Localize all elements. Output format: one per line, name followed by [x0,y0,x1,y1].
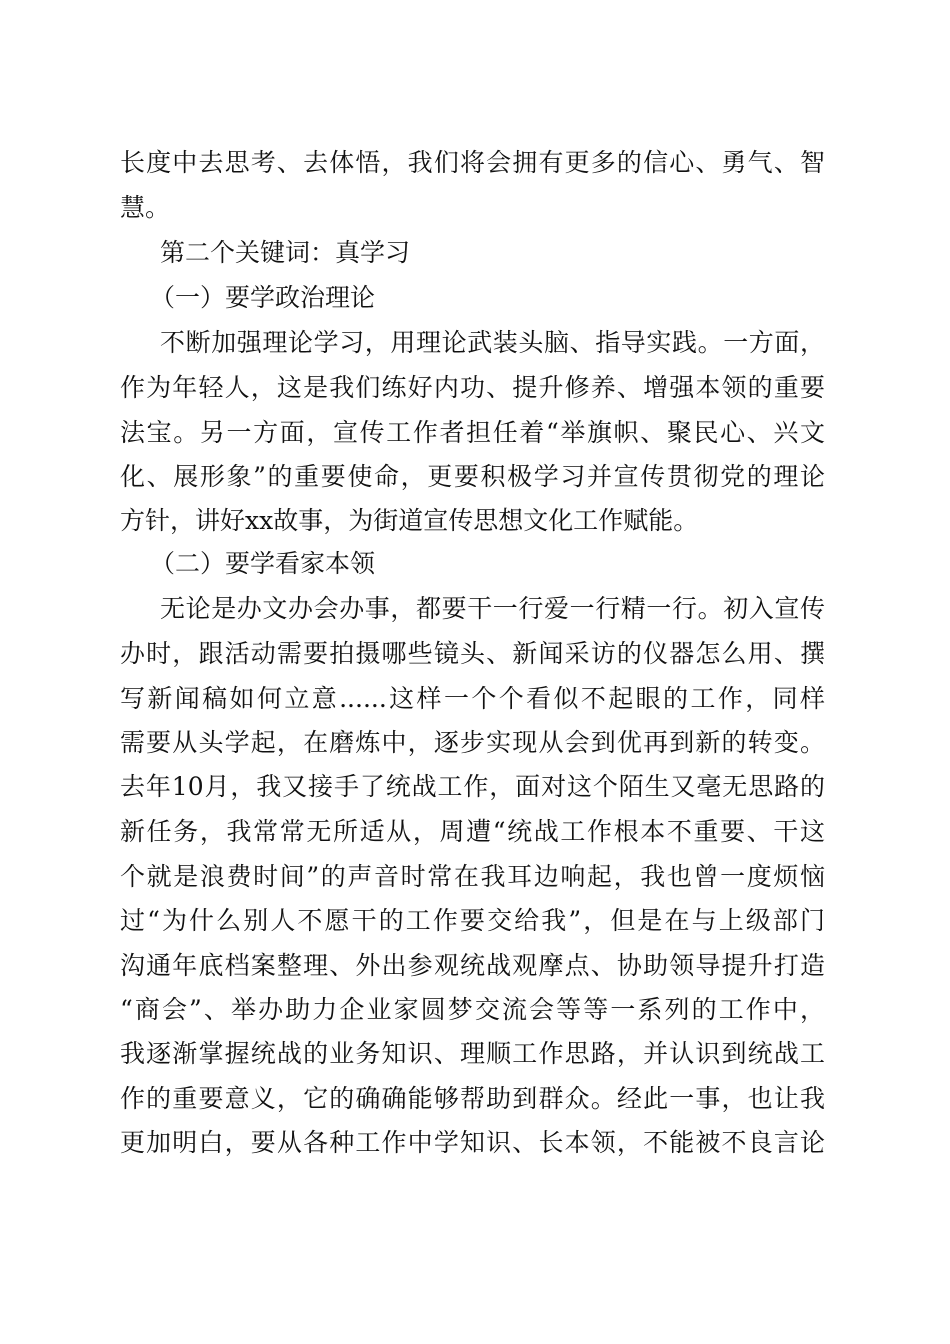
body-line: 更加明白，要从各种工作中学知识、长本领，不能被不良言论 [120,1128,825,1157]
body-line: 写新闻稿如何立意......这样一个个看似不起眼的工作，同样 [120,684,825,713]
body-line: 需要从头学起，在磨炼中，逐步实现从会到优再到新的转变。 [120,728,825,757]
body-line: 我逐渐掌握统战的业务知识、理顺工作思路，并认识到统战工 [120,1039,825,1068]
subsection-heading: （二）要学看家本领 [150,549,376,578]
body-line: 去年10月，我又接手了统战工作，面对这个陌生又毫无思路的 [120,772,825,801]
body-line: 作的重要意义，它的确确能够帮助到群众。经此一事，也让我 [120,1084,825,1113]
body-line: 无论是办文办会办事，都要干一行爱一行精一行。初入宣传 [160,594,825,623]
body-line: 法宝。另一方面，宣传工作者担任着“举旗帜、聚民心、兴文 [120,418,825,447]
body-line: 长度中去思考、去体悟，我们将会拥有更多的信心、勇气、智 [120,148,825,177]
body-line: 不断加强理论学习，用理论武装头脑、指导实践。一方面， [160,328,825,357]
body-line: 方针，讲好xx故事，为街道宣传思想文化工作赋能。 [120,506,699,535]
body-line: 过“为什么别人不愿干的工作要交给我”，但是在与上级部门 [120,906,825,935]
section-keyword-heading: 第二个关键词：真学习 [160,238,411,267]
body-line: 沟通年底档案整理、外出参观统战观摩点、协助领导提升打造 [120,951,825,980]
body-line: 个就是浪费时间”的声音时常在我耳边响起，我也曾一度烦恼 [120,862,825,891]
subsection-heading: （一）要学政治理论 [150,283,376,312]
body-line: 化、展形象”的重要使命，更要积极学习并宣传贯彻党的理论 [120,462,825,491]
body-line: 新任务，我常常无所适从，周遭“统战工作根本不重要、干这 [120,817,825,846]
body-line: 慧。 [120,193,171,222]
body-line: “商会”、举办助力企业家圆梦交流会等等一系列的工作中， [120,995,825,1024]
body-line: 办时，跟活动需要拍摄哪些镜头、新闻采访的仪器怎么用、撰 [120,639,825,668]
body-line: 作为年轻人，这是我们练好内功、提升修养、增强本领的重要 [120,373,825,402]
